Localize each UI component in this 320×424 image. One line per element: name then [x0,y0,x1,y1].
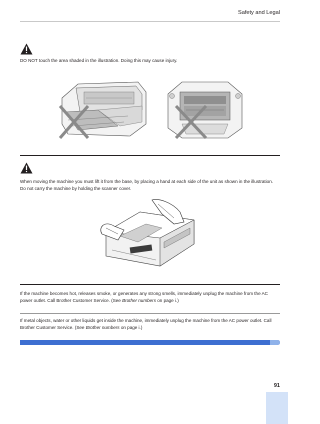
illustration-machine-interior-right [162,76,248,140]
page-number: 91 [273,383,280,389]
section-divider [20,155,280,156]
warning-text-shaded-area: DO NOT touch the area shaded in the illustration. Doing this may cause injury. [20,58,178,63]
brother-numbers-reference: Brother numbers [122,297,156,303]
note-text: If the machine becomes hot, releases smoke, or generates any strong smells, immediately unplug the machine from the AC power outlet. Call Brother Customer Service. (See [20,291,268,303]
note-text: on page i.) [155,297,179,303]
note-text: on page i.) [119,324,143,330]
section-footer-band-end [270,340,280,345]
brother-numbers-reference: Brother numbers [85,324,120,330]
section-divider [20,284,280,285]
header-rule [20,21,280,22]
warning-text-moving-machine: When moving the machine you must lift it from the base, by placing a hand at each side of the unit as shown in the illustration. Do not carry the machine by holding the scanner cover. [20,179,273,191]
warning-triangle-icon [20,43,33,55]
section-footer-band [20,340,280,345]
note-divider [20,313,280,314]
illustration-machine-interior-left [58,76,150,140]
note-hot-smoke [20,291,278,304]
note-text: If metal objects, water or other liquids get inside the machine, immediately unplug the machine from the AC power outlet. Call Brother Customer Service. (See [20,318,272,330]
running-header: Safety and Legal [238,10,280,16]
illustration-lifting-machine [100,198,200,270]
note-metal-liquids [20,318,278,331]
page-tab-marker [266,392,288,424]
warning-triangle-icon [20,162,33,174]
